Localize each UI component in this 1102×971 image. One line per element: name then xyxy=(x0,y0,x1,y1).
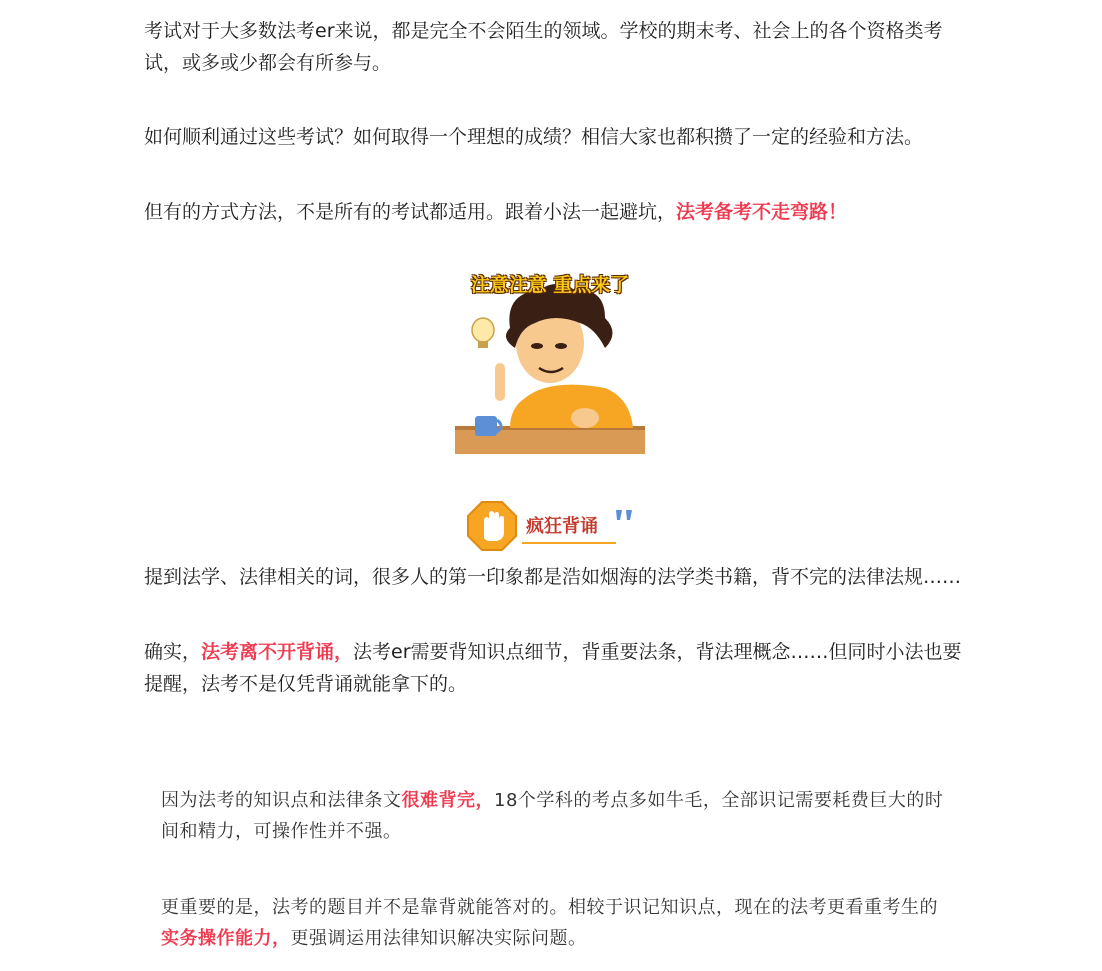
paragraph-hard-to-memorize xyxy=(161,785,951,847)
paragraph-text: 因为法考的知识点和法律条文 xyxy=(161,790,402,811)
paragraph-text: 确实， xyxy=(144,641,202,663)
emphasis-text: 很难背完， xyxy=(401,790,494,811)
paragraph-memorization: 提到法学、法律相关的词，很多人的第一印象都是浩如烟海的法学类书籍，背不完的法律法规…… xyxy=(144,566,962,588)
section-title: 疯狂背诵 xyxy=(526,516,598,537)
emphasis-text: 法考离不开背诵， xyxy=(201,641,354,663)
paragraph-text: 法考er需要背知识点细节，背重要法条，背法理概念……但同时小法也要提醒，法考不是仅凭背诵就能拿下的。 xyxy=(144,641,962,695)
section-heading xyxy=(466,500,642,552)
paragraph-avoid-pitfalls xyxy=(144,196,964,228)
paragraph-text: 但有的方式方法，不是所有的考试都适用。跟着小法一起避坑， xyxy=(144,201,677,223)
section-underline xyxy=(522,542,616,544)
paragraph-question: 如何顺利通过这些考试？如何取得一个理想的成绩？相信大家也都积攒了一定的经验和方法。 xyxy=(144,126,924,148)
paragraph-intro: 考试对于大多数法考er来说，都是完全不会陌生的领域。学校的期末考、社会上的各个资格类考试，或多或少都会有所参与。 xyxy=(144,20,943,74)
paragraph-text: 更强调运用法律知识解决实际问题。 xyxy=(290,928,587,949)
emphasis-text: 法考备考不走弯路！ xyxy=(676,201,848,223)
paragraph-indeed xyxy=(144,636,964,700)
paragraph-text: 更重要的是，法考的题目并不是靠背就能答对的。相较于识记知识点，现在的法考更看重考生的 xyxy=(161,897,938,918)
emphasis-text: 实务操作能力， xyxy=(161,928,291,949)
paragraph-text: 18个学科的考点多如牛毛，全部识记需要耗费巨大的时间和精力，可操作性并不强。 xyxy=(161,790,944,842)
hand-stop-icon xyxy=(466,500,518,552)
quote-mark-icon xyxy=(614,508,636,524)
paragraph-practical-ability xyxy=(161,892,951,954)
meme-illustration xyxy=(455,268,645,454)
meme-caption: 注意注意 重点来了 xyxy=(470,274,630,296)
